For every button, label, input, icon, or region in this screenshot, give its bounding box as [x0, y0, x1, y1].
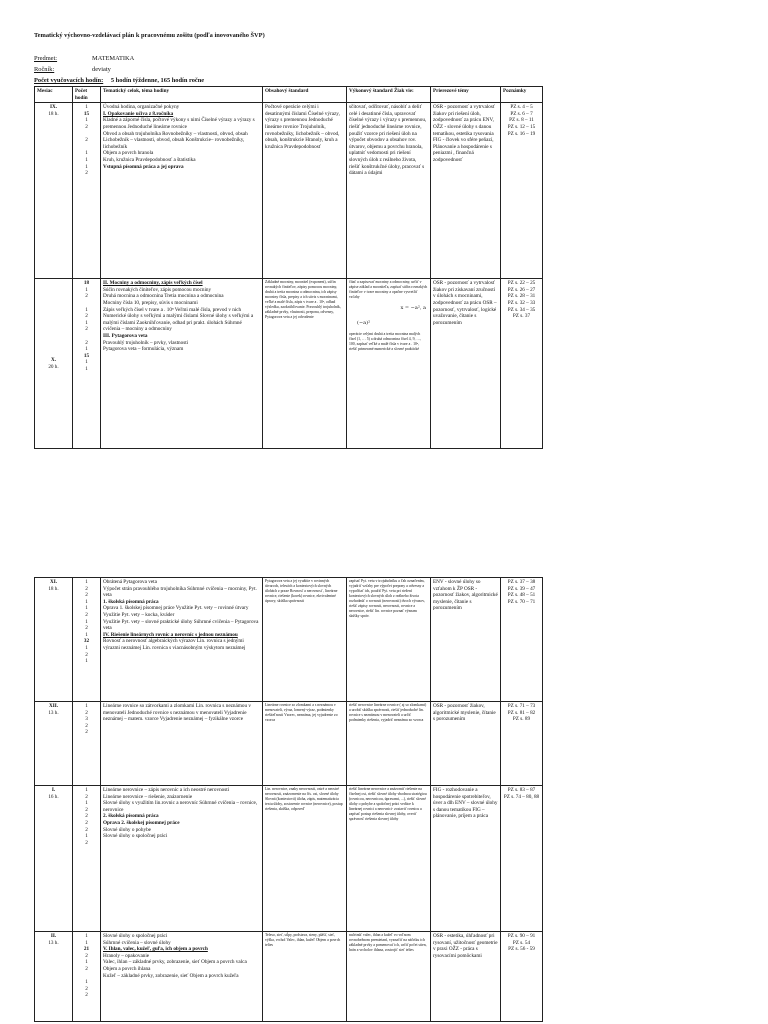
- hour-count: 1: [85, 787, 88, 793]
- performance-cell: sčitovať, odčitovať, násobiť a deliť celé i desatinné čísla, upravovať číselné výrazy i výrazy s premennou, riešiť jednoduché lineárne rovnice, použiť vzorce pri riešení úloh na výpočet obvodov a obsahov rov. útvarov, objemu a povrchu hranola, uplatniť vedomosti pri riešení slovných úloh z reálneho života, riešiť konštrukčné úlohy, pracovať s dátami a údajmi: [347, 103, 431, 279]
- content-cell: Základné mocniny, mocnitel (exponent), súčin rovnakých činiteľov, zápisy pomocou mocniny, druhá a tretia mocnina a odmocnina, ich zápisy mocniny čísla, prepisy a ich súvis s mocninami, veľké a malé čísla, zápis v tvare a . 10ⁿ, odhad výsledku, zaokrúhľovanie. Pravouhlý trojuholník, základné prvky, vlastnosti, prepona, odvesny, Pytagorova veta a jej odvodenie: [263, 279, 347, 449]
- month-hours: 16 h.: [48, 793, 59, 800]
- note-line: PZ s. 22 – 25: [507, 280, 536, 287]
- note-line: PZ s. 34 – 35: [507, 306, 536, 313]
- topic-line: Slovné úlohy s využitím lin.rovnic a nerovníc Súhrnné cvičenia – rovnice, nerovnice: [103, 800, 258, 813]
- hour-count: 2: [85, 651, 88, 658]
- topic-line: Slovné úlohy o pohybe: [103, 826, 151, 833]
- note-line: PZ s. 37: [512, 313, 531, 320]
- topic-line: Zápis veľkých čísel v tvare a . 10ⁿ Veľmi malé čísla, prevod v nich: [103, 306, 242, 313]
- month-cell: [35, 932, 73, 1022]
- topics-cell: [101, 103, 263, 279]
- column-header: Mesiac: [35, 87, 73, 103]
- hours-label: Počet vyučovacích hodín:: [34, 77, 104, 84]
- hour-count: 2: [85, 326, 88, 333]
- notes-cell: [501, 103, 543, 279]
- cross-cell: OSR - estetika, úhľadnosť pri rysovaní, užitočnosť geometrie v praxi OŽZ - práca s rysovacími pomôckami: [431, 932, 501, 1022]
- topics-cell: [101, 786, 263, 932]
- formula-2: (−a)²: [357, 320, 371, 327]
- topic-line: Pravouhlý trojuholník – prvky, vlastnosti: [103, 339, 189, 346]
- hour-count: 2: [85, 709, 88, 716]
- topic-line: Lineárne nerovnice – riešenie, znázornenie: [103, 793, 193, 800]
- hour-count: 1: [85, 579, 88, 585]
- hour-count: [75, 144, 98, 151]
- hour-count: 1: [85, 306, 88, 313]
- month-cell: [35, 702, 73, 786]
- hours-cell: [73, 578, 101, 702]
- topics-cell: [101, 578, 263, 702]
- note-line: PZ s. 71 – 73: [507, 703, 536, 709]
- month-cell: [35, 279, 73, 449]
- hour-count: 2: [85, 585, 88, 592]
- hour-count: 2: [85, 729, 88, 736]
- performance-cell: zapísať Pyt. vetu v trojuholníku a f'ah označením, vyjadriť vzťahy pre výpočet prepony a odvesny a vypočítať ich, použiť Pyt. vetu pri riešení kontextových slovných úloh z reálneho života rozhodnúť o rovnosti (nerovnosti) dvoch výrazov, riešiť zápisy rovnosti, nerovnosti, rovnice a nerovnice, riešiť lin. rovnice poznať význam skúšky správ.: [347, 578, 431, 702]
- note-line: PZ s. 56 - 59: [508, 946, 535, 953]
- month-label: X.: [50, 357, 57, 364]
- hour-count: 18: [83, 280, 90, 287]
- note-line: PZ s. 83 – 87: [507, 787, 536, 793]
- hour-count: 2: [85, 985, 88, 992]
- note-line: PZ s. 4 – 5: [510, 104, 533, 111]
- month-row-ix: [35, 103, 543, 279]
- hour-count: 1: [85, 979, 88, 986]
- notes-cell: [501, 786, 543, 932]
- hour-count: 2: [85, 313, 88, 320]
- performance-cell: načrtnúť valec, ihlan a kužeľ vo voľnom rovnobežnom premietaní, vyznačiť na náčrtku ich základné prvky a pomenovať ich, určiť počet stien, hrán a vrcholov ihlana, zostrojiť sieť telies: [347, 932, 431, 1022]
- document-title: Tematický výchovno-vzdelávací plán k pracovnému zošitu (podľa inovovaného ŠVP): [34, 32, 265, 39]
- hours-value: 5 hodín týždenne, 165 hodín ročne: [110, 77, 205, 84]
- performance-text: čítať a zapisovať mocniny a odmocniny, určiť v zápise základ a mocniteľa, zapísať súčin rovnakých činiteľov v tvare mocniny a opačne vysvetliť vzťahy: [349, 280, 428, 300]
- hour-count: 1: [85, 286, 88, 293]
- hour-count: 2: [85, 592, 88, 599]
- hours-cell: [73, 103, 101, 279]
- topic-line: Lineárne rovnice so zátvorkami a zlomkami Lin. rovnica s neznámou v menovateli Jednoduché rovnice s neznámou v menovateli Vyjadrenie neznámej – matem. vzorce Vyjadrenie neznámej – fyzikálne vzorce: [103, 703, 251, 723]
- topic-line: 1. školská písomná práca: [103, 598, 159, 605]
- month-row-x: [35, 279, 543, 449]
- hour-count: 1: [85, 346, 88, 353]
- month-hours: 20 h.: [48, 363, 59, 370]
- cross-cell: OSR - pozornosť a vytrvalosť žiakov pri získavaní zručností v úlohách s mocninami, zodpovednosť za prácu OSR – pozornosť, vytrvalosť, logické uvažovanie, čítanie s porozumením: [431, 279, 501, 449]
- performance-cell: riešiť nerovnice lineárne rovnice ( aj so zlomkami) a urobiť skúšku správnosti, riešiť jednoduché lin. rovnice s neznámou v menovateli a určiť podmienky riešenia, vyjadriť neznámu zo vzorca: [347, 702, 431, 786]
- hour-count: 1: [85, 631, 88, 638]
- note-line: PZ s. 28 – 31: [507, 293, 536, 300]
- topic-line: Výpočet strán pravouhlého trojuholníka Súhrnné cvičenia – mocniny, Pyt. veta: [103, 585, 257, 599]
- hour-count: 2: [85, 611, 88, 618]
- content-cell: Lineárne rovnice so zlomkami a s neznámou v menovateli, výraz, lomený výraz, podmienky riešiteľnosti Vzorec, neznáma, jej vyjadrenie zo vzorca: [263, 702, 347, 786]
- hour-count: 2: [85, 813, 88, 820]
- topic-line: Objem a povrch ihlana: [103, 965, 151, 972]
- topic-line: Kužeľ – základné prvky, zobrazenie, sieť Objem a povrch kužeľa: [103, 972, 239, 979]
- hour-count: 2: [85, 952, 88, 959]
- topic-line: Pytagorova veta – formulácia, význam: [103, 346, 184, 353]
- hour-count: 2: [85, 819, 88, 826]
- hour-count: 2: [85, 992, 88, 999]
- hour-count: 1: [85, 359, 88, 366]
- topic-line: Súhrnné cvičenia – slovné úlohy: [103, 939, 171, 946]
- performance-cell: [347, 279, 431, 449]
- topic-line: Úvodná hodina, organizačné pokyny: [103, 104, 180, 111]
- month-cell: [35, 786, 73, 932]
- topic-line: Obvod a obsah trojuholníka Rovnobežníky – vlastnosti, obvod, obsah Lichobežník – vlastnosti, obvod, obsah Konštrukcie– rovnobežníky, lichobežník: [103, 130, 248, 150]
- hour-count: 1: [85, 605, 88, 612]
- topic-line: Súčin rovnakých činiteľov, zápis pomocou mocniny: [103, 286, 212, 293]
- topic-line: Obrátená Pytagorova veta: [103, 579, 157, 585]
- note-line: PZ s. 16 – 19: [507, 130, 536, 137]
- topic-line: V. Ihlan, valec, kužeľ, guľa, ich objem a povrch: [103, 946, 208, 953]
- hours-cell: [73, 702, 101, 786]
- month-label: XI.: [49, 579, 58, 585]
- topic-line: Vstupná písomná práca a jej oprava: [103, 163, 184, 170]
- note-line: PZ s. 6 – 7: [510, 110, 533, 117]
- topic-line: Kladné a záporné čísla, počtové výkony s nimi Číselné výrazy a výrazy s premennou Jednoduché lineárne rovnice: [103, 117, 255, 130]
- hour-count: 2: [85, 806, 88, 813]
- hour-count: 1: [85, 156, 88, 163]
- notes-cell: [501, 932, 543, 1022]
- plan-table-top: [34, 86, 543, 449]
- note-line: PZ s. 81 – 82: [507, 709, 536, 716]
- notes-cell: [501, 578, 543, 702]
- note-line: PZ s. 26 – 27: [507, 286, 536, 293]
- topic-line: Objem a povrch hranola: [103, 150, 154, 157]
- hour-count: 15: [83, 352, 90, 359]
- hour-count: 1: [85, 163, 88, 170]
- content-cell: Lin. nerovnice, znaky nerovnosti, ostré a neostré nerovnosti, znázornenie na čís. osi, slovné úlohy Slovná (kontextová) úloha, zápis, matematizácia textu úlohy, zostavenie rovnice (nerovnice), postup riešenia, skúška, odpoveď: [263, 786, 347, 932]
- hour-count: 2: [85, 625, 88, 632]
- topic-line: III. Pytagorova veta: [103, 332, 148, 339]
- cross-cell: OSR - pozornosť žiakov, algoritmické myslenie, čítanie s porozumením: [431, 702, 501, 786]
- hour-count: 2: [85, 137, 88, 144]
- hour-count: 1: [85, 117, 88, 124]
- hour-count: 32: [83, 638, 90, 645]
- hour-count: 2: [85, 123, 88, 130]
- hour-count: 2: [85, 839, 88, 846]
- grade-row: [34, 66, 111, 74]
- topic-line: IV. Riešenie lineárnych rovníc a nerovníc s jednou neznámou: [103, 631, 238, 638]
- column-header: Prierezové témy: [431, 87, 501, 103]
- hour-count: 2: [85, 965, 88, 972]
- topic-line: II. Mocniny a odmocniny, zápis veľkých čísel: [103, 280, 203, 287]
- hour-count: [75, 973, 98, 980]
- column-header: Obsahový štandard: [263, 87, 347, 103]
- note-line: PZ s. 89: [512, 716, 531, 723]
- subject-row: [34, 55, 134, 63]
- hour-count: [75, 131, 98, 138]
- topics-cell: [101, 932, 263, 1022]
- notes-cell: [501, 279, 543, 449]
- grade-value: deviaty: [92, 66, 111, 73]
- content-cell: Teleso, sieť, stĺpy, podstava, steny, plášť, sieť, výška, vrchol Valec, ihlan, kužeľ Objem a povrch telies: [263, 932, 347, 1022]
- hours-cell: [73, 786, 101, 932]
- month-row-ii: [35, 932, 543, 1022]
- topic-line: Druhá mocnina a odmocnina Tretia mocnina a odmocnina: [103, 293, 224, 300]
- topic-line: Využitie Pyt. vety – slovné praktické úlohy Súhrnné cvičenia – Pytagorova veta: [103, 618, 259, 632]
- hours-cell: [73, 279, 101, 449]
- month-hours: 18 h.: [48, 110, 59, 117]
- topic-line: Oprava 1. školskej písomnej práce Využitie Pyt. vety – rovinné útvary Využitie Pyt. vety – kocka, kváder: [103, 605, 249, 618]
- header-row: [35, 87, 543, 103]
- performance-cell: riešiť lineárne nerovnice a znázorniť riešenie na číselnej osi, riešiť slovné úlohy vhodnou stratégiou (rovnicou, nerovnicou, úpravami, ...), riešiť slovné úlohy o pohybe a spoločnej práci vedúce k lineárnej rovnici a nerovnici- zostaviť rovnicu a zapísať postup riešenia slovnej úlohy, overiť správnosť riešenia slovnej úlohy: [347, 786, 431, 932]
- hour-count: 1: [85, 939, 88, 946]
- hour-count: 2: [85, 170, 88, 177]
- subject-label: Predmet:: [34, 55, 58, 62]
- topic-line: Hranoly – opakovanie: [103, 952, 150, 959]
- topic-line: Valec, ihlan – základné prvky, zobrazenie, sieť Objem a povrch valca: [103, 959, 247, 966]
- hour-count: 1: [85, 959, 88, 966]
- topics-cell: [101, 279, 263, 449]
- hour-count: 1: [85, 104, 88, 111]
- column-header: Tematický celok, téma hodiny: [101, 87, 263, 103]
- topic-line: 2. školská písomná práca: [103, 813, 159, 820]
- month-label: XII.: [48, 703, 59, 709]
- hour-count: 1: [85, 618, 88, 625]
- plan-table-bottom: [34, 577, 543, 1022]
- hour-count: 21: [83, 946, 90, 953]
- content-cell: Pytagorova veta a jej využitie v rovinných útvaroch, telesách a kontextových slovných úlohách z praxe Rovnosť a nerovnosť , lineárne rovnice, riešenie (korek) rovnice, ekvivalentné úpravy, skúška správnosti: [263, 578, 347, 702]
- month-cell: [35, 103, 73, 279]
- topic-line: Slovné úlohy o spoločnej práci: [103, 833, 168, 840]
- column-header: Výkonový štandard Žiak vie:: [347, 87, 431, 103]
- month-row-xi: [35, 578, 543, 702]
- hour-count: 1: [85, 658, 88, 665]
- hour-count: 1: [85, 598, 88, 605]
- subject-value: MATEMATIKA: [92, 55, 135, 62]
- hour-count: 2: [85, 293, 88, 300]
- column-header: Poznámky: [501, 87, 543, 103]
- month-hours: 13 h.: [48, 939, 59, 946]
- cross-cell: ENV - slovné úlohy so vzťahom k ŽP OSR - pozornosť žiakov, algoritmické myslenie, čítanie s porozumením: [431, 578, 501, 702]
- hour-count: 3: [85, 716, 88, 723]
- content-cell: Počtové operácie celými i desatinnými číslami Číselné výrazy, výrazy s premennou Jednoduché lineárne rovnice Trojuholník, rovnobežníky, lichobežník – obvod, obsah, konštrukcie Hranoly, kruh a kružnica Pravdepodobnosť: [263, 103, 347, 279]
- hour-count: 1: [85, 933, 88, 939]
- note-line: PZ s. 70 – 71: [507, 598, 536, 605]
- hours-cell: [73, 932, 101, 1022]
- cross-cell: OSR - pozornosť a vytrvalosť žiakov pri riešení úloh, zodpovednosť za prácu ENV, OŽZ - slovné úlohy s danou tematikou, estetika rysovania FIG - človek vo sfére peňazí, Plánovanie a hospodárenie s peniazmi , finančná zodpovednosť: [431, 103, 501, 279]
- hour-count: 2: [85, 722, 88, 729]
- note-line: PZ s. 39 – 47: [507, 585, 536, 592]
- grade-label: Ročník:: [34, 66, 55, 73]
- cross-cell: FIG - rozhodovanie a hospodárenie spotrebiteľov, úver a dlh ENV – slovné úlohy s danou tematikou FIG – plánovanie, príjem a práca: [431, 786, 501, 932]
- hour-count: 1: [85, 150, 88, 157]
- hour-count: 1: [85, 703, 88, 709]
- month-label: IX.: [49, 104, 58, 111]
- topic-line: Lineárne nerovnice – zápis nerovníc a ich neostré nerovnosti: [103, 787, 230, 793]
- hour-count: 1: [85, 365, 88, 372]
- note-line: PZ s. 48 – 51: [507, 592, 536, 599]
- month-row-i: [35, 786, 543, 932]
- topic-line: Mocniny čísla 10, prepisy, súvis s mocninami: [103, 299, 198, 306]
- note-line: PZ s. 90 – 91: [507, 933, 536, 939]
- hours-row: [34, 77, 204, 85]
- formula-1: x = −a², a: [400, 305, 426, 312]
- topic-line: Slovné úlohy o spoločnej práci: [103, 933, 168, 939]
- hour-count: 2: [85, 339, 88, 346]
- hour-count: [75, 333, 98, 340]
- note-line: PZ s. 8 – 11: [509, 117, 534, 124]
- hour-count: 1: [85, 644, 88, 651]
- month-hours: 13 h.: [48, 709, 59, 716]
- hour-count: 15: [83, 110, 90, 117]
- month-row-xii: [35, 702, 543, 786]
- hour-count: 2: [85, 826, 88, 833]
- column-header: Počet hodín: [73, 87, 101, 103]
- hour-count: 1: [85, 800, 88, 807]
- note-line: PZ s. 37 – 38: [507, 579, 536, 585]
- month-cell: [35, 578, 73, 702]
- hour-count: 1: [85, 319, 88, 326]
- month-label: I.: [51, 787, 56, 793]
- notes-cell: [501, 702, 543, 786]
- topic-line: I. Opakovanie učiva z 8.ročníka: [103, 110, 174, 117]
- hour-count: 1: [85, 833, 88, 840]
- note-line: PZ s. 54: [512, 939, 531, 946]
- note-line: PZ s. 74 – 80, 88: [503, 793, 540, 800]
- note-line: PZ s. 32 – 33: [507, 299, 536, 306]
- note-line: PZ s. 12 – 15: [507, 123, 536, 130]
- topic-line: Numerické úlohy s veľkými a malými číslami Slovné úlohy s veľkými a malými číslami Zaokrúhľovanie, odhad pri prakt. úlohách Súhrnné cvičenia – mocniny a odmocniny: [103, 313, 254, 333]
- performance-text-2: operácie celými druhá a tretia mocnina malých čísel (1, … 5) a druhá odmocnina čísel 4, 9, …, 100, zapísať veľké a malé čísla v tvare a . 10ⁿ, riešiť primerané numerické a slovné praktické: [349, 332, 422, 352]
- month-label: II.: [50, 933, 57, 939]
- topic-line: Rovnosť a nerovnosť algebraických výrazov Lin. rovnica s jednými výrazmi neznámej Lin. rovnica s viacnásobným výskytom neznámej: [103, 638, 246, 651]
- hour-count: [75, 300, 98, 307]
- hour-count: 2: [85, 793, 88, 800]
- topic-line: Kruh, kružnica Pravdepodobnosť a štatistika: [103, 156, 196, 163]
- month-hours: 18 h.: [48, 585, 59, 592]
- topics-cell: [101, 702, 263, 786]
- topic-line: Oprava 2. školskej písomnej práce: [103, 819, 180, 826]
